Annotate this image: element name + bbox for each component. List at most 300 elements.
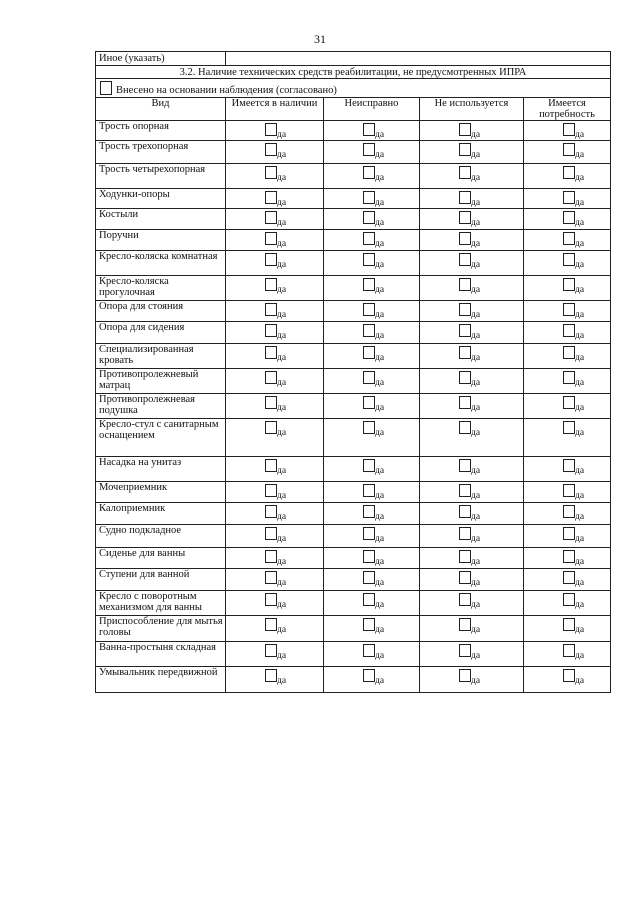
checkbox-available[interactable]: [265, 396, 277, 409]
cell-unused: [420, 164, 524, 189]
checkbox-available[interactable]: [265, 211, 277, 224]
table-row: [96, 121, 611, 141]
yes-label: да: [277, 353, 287, 363]
checkbox-available[interactable]: [265, 346, 277, 359]
item-name: Кресло с поворотным механизмом для ванны: [96, 591, 226, 616]
checkbox-unused[interactable]: [459, 505, 471, 518]
cell-available: [226, 121, 324, 141]
item-name: Приспособление для мытья головы: [96, 616, 226, 642]
cell-need: [524, 457, 611, 482]
checkbox-need[interactable]: [563, 505, 575, 518]
checkbox-faulty[interactable]: [363, 166, 375, 179]
table-row: [96, 394, 611, 419]
checkbox-available[interactable]: [265, 371, 277, 384]
cell-unused: [420, 276, 524, 301]
checkbox-available[interactable]: [265, 550, 277, 563]
section-title: 3.2. Наличие технических средств реабилитации, не предусмотренных ИПРА: [96, 66, 611, 79]
checkbox-unused[interactable]: [459, 346, 471, 359]
cell-available: [226, 482, 324, 503]
cell-unused: [420, 301, 524, 322]
cell-unused: [420, 394, 524, 419]
checkbox-available[interactable]: [265, 232, 277, 245]
yes-label: да: [471, 310, 481, 320]
checkbox-unused[interactable]: [459, 232, 471, 245]
cell-need: [524, 548, 611, 569]
item-name: Поручни: [96, 230, 226, 251]
checkbox-faulty[interactable]: [363, 371, 375, 384]
checkbox-need[interactable]: [563, 421, 575, 434]
yes-label: да: [575, 625, 585, 635]
yes-label: да: [575, 651, 585, 661]
cell-unused: [420, 121, 524, 141]
cell-faulty: [324, 230, 420, 251]
yes-label: да: [575, 331, 585, 341]
checkbox-unused[interactable]: [459, 593, 471, 606]
yes-label: да: [375, 625, 385, 635]
checkbox-faulty[interactable]: [363, 303, 375, 316]
checkbox-available[interactable]: [265, 278, 277, 291]
yes-label: да: [277, 512, 287, 522]
cell-available: [226, 209, 324, 230]
checkbox-unused[interactable]: [459, 166, 471, 179]
item-name: Ходунки-опоры: [96, 189, 226, 209]
yes-label: да: [375, 403, 385, 413]
yes-label: да: [575, 218, 585, 228]
yes-label: да: [375, 198, 385, 208]
checkbox-need[interactable]: [563, 669, 575, 682]
cell-need: [524, 591, 611, 616]
yes-label: да: [471, 428, 481, 438]
cell-need: [524, 209, 611, 230]
column-header-type: Вид: [96, 98, 226, 121]
checkbox-available[interactable]: [265, 644, 277, 657]
cell-available: [226, 164, 324, 189]
yes-label: да: [575, 260, 585, 270]
checkbox-need[interactable]: [563, 371, 575, 384]
checkbox-unused[interactable]: [459, 669, 471, 682]
checkbox-unused[interactable]: [459, 123, 471, 136]
cell-faulty: [324, 525, 420, 548]
basis-cell: [96, 79, 611, 98]
checkbox-available[interactable]: [265, 505, 277, 518]
cell-need: [524, 251, 611, 276]
cell-unused: [420, 322, 524, 344]
checkbox-faulty[interactable]: [363, 593, 375, 606]
yes-label: да: [375, 130, 385, 140]
yes-label: да: [471, 285, 481, 295]
yes-label: да: [277, 600, 287, 610]
checkbox-need[interactable]: [563, 211, 575, 224]
cell-faulty: [324, 616, 420, 642]
yes-label: да: [575, 285, 585, 295]
item-name: Мочеприемник: [96, 482, 226, 503]
cell-unused: [420, 667, 524, 693]
yes-label: да: [375, 512, 385, 522]
yes-label: да: [471, 534, 481, 544]
cell-need: [524, 230, 611, 251]
yes-label: да: [277, 331, 287, 341]
yes-label: да: [471, 239, 481, 249]
table-row: [96, 667, 611, 693]
checkbox-faulty[interactable]: [363, 421, 375, 434]
yes-label: да: [471, 625, 481, 635]
yes-label: да: [277, 378, 287, 388]
checkbox-need[interactable]: [563, 253, 575, 266]
yes-label: да: [277, 491, 287, 501]
checkbox-need[interactable]: [563, 123, 575, 136]
yes-label: да: [277, 198, 287, 208]
cell-need: [524, 344, 611, 369]
cell-available: [226, 322, 324, 344]
checkbox-faulty[interactable]: [363, 278, 375, 291]
yes-label: да: [575, 676, 585, 686]
checkbox-unused[interactable]: [459, 324, 471, 337]
checkbox-available[interactable]: [265, 459, 277, 472]
checkbox-unused[interactable]: [459, 211, 471, 224]
yes-label: да: [277, 534, 287, 544]
checkbox-faulty[interactable]: [363, 669, 375, 682]
cell-available: [226, 591, 324, 616]
cell-faulty: [324, 394, 420, 419]
checkbox-need[interactable]: [563, 618, 575, 631]
checkbox-available[interactable]: [265, 303, 277, 316]
cell-faulty: [324, 591, 420, 616]
checkbox-need[interactable]: [563, 143, 575, 156]
checkbox-available[interactable]: [265, 484, 277, 497]
checkbox-unused[interactable]: [459, 527, 471, 540]
yes-label: да: [471, 578, 481, 588]
cell-available: [226, 251, 324, 276]
yes-label: да: [277, 173, 287, 183]
cell-faulty: [324, 457, 420, 482]
checkbox-faulty[interactable]: [363, 346, 375, 359]
yes-label: да: [375, 331, 385, 341]
cell-faulty: [324, 667, 420, 693]
checkbox-faulty[interactable]: [363, 324, 375, 337]
yes-label: да: [575, 378, 585, 388]
yes-label: да: [375, 578, 385, 588]
yes-label: да: [277, 676, 287, 686]
checkbox-need[interactable]: [563, 459, 575, 472]
cell-unused: [420, 419, 524, 457]
item-name: Специализированная кровать: [96, 344, 226, 369]
cell-need: [524, 189, 611, 209]
table-row: [96, 591, 611, 616]
yes-label: да: [471, 331, 481, 341]
cell-faulty: [324, 419, 420, 457]
cell-unused: [420, 548, 524, 569]
cell-faulty: [324, 301, 420, 322]
yes-label: да: [375, 378, 385, 388]
checkbox-faulty[interactable]: [363, 484, 375, 497]
cell-available: [226, 276, 324, 301]
table-row: [96, 189, 611, 209]
cell-available: [226, 141, 324, 164]
checkbox-faulty[interactable]: [363, 527, 375, 540]
checkbox-need[interactable]: [563, 571, 575, 584]
cell-faulty: [324, 121, 420, 141]
yes-label: да: [575, 173, 585, 183]
column-header-faulty: Неисправно: [324, 98, 420, 121]
checkbox-need[interactable]: [563, 593, 575, 606]
yes-label: да: [575, 512, 585, 522]
cell-unused: [420, 189, 524, 209]
table-row: [96, 369, 611, 394]
basis-label: Внесено на основании наблюдения (согласовано): [116, 85, 337, 96]
checkbox-available[interactable]: [265, 421, 277, 434]
yes-label: да: [375, 534, 385, 544]
checkbox-unused[interactable]: [459, 143, 471, 156]
checkbox-unused[interactable]: [459, 191, 471, 204]
checkbox-available[interactable]: [265, 571, 277, 584]
checkbox-need[interactable]: [563, 166, 575, 179]
yes-label: да: [575, 600, 585, 610]
checkbox-faulty[interactable]: [363, 143, 375, 156]
yes-label: да: [575, 130, 585, 140]
cell-unused: [420, 230, 524, 251]
item-name: Насадка на унитаз: [96, 457, 226, 482]
checkbox-need[interactable]: [563, 396, 575, 409]
yes-label: да: [575, 150, 585, 160]
yes-label: да: [575, 428, 585, 438]
checkbox-need[interactable]: [563, 324, 575, 337]
item-name: Противопролежневый матрац: [96, 369, 226, 394]
yes-label: да: [575, 353, 585, 363]
item-name: Кресло-коляска прогулочная: [96, 276, 226, 301]
checkbox-faulty[interactable]: [363, 396, 375, 409]
basis-checkbox[interactable]: [100, 81, 112, 95]
checkbox-unused[interactable]: [459, 571, 471, 584]
checkbox-faulty[interactable]: [363, 211, 375, 224]
yes-label: да: [471, 651, 481, 661]
cell-need: [524, 667, 611, 693]
yes-label: да: [471, 403, 481, 413]
checkbox-need[interactable]: [563, 644, 575, 657]
yes-label: да: [575, 198, 585, 208]
other-value-field[interactable]: [226, 52, 611, 66]
cell-unused: [420, 344, 524, 369]
yes-label: да: [575, 557, 585, 567]
yes-label: да: [575, 239, 585, 249]
item-name: Трость четырехопорная: [96, 164, 226, 189]
checkbox-need[interactable]: [563, 278, 575, 291]
yes-label: да: [375, 310, 385, 320]
yes-label: да: [375, 600, 385, 610]
checkbox-available[interactable]: [265, 123, 277, 136]
checkbox-unused[interactable]: [459, 644, 471, 657]
rehab-equipment-table: [95, 51, 611, 693]
checkbox-available[interactable]: [265, 191, 277, 204]
yes-label: да: [471, 676, 481, 686]
checkbox-need[interactable]: [563, 191, 575, 204]
checkbox-unused[interactable]: [459, 421, 471, 434]
checkbox-need[interactable]: [563, 527, 575, 540]
yes-label: да: [471, 218, 481, 228]
yes-label: да: [375, 173, 385, 183]
cell-need: [524, 642, 611, 667]
header-row: [96, 98, 611, 121]
item-name: Калоприемник: [96, 503, 226, 525]
yes-label: да: [471, 557, 481, 567]
checkbox-faulty[interactable]: [363, 123, 375, 136]
table-row: [96, 230, 611, 251]
yes-label: да: [471, 198, 481, 208]
yes-label: да: [575, 534, 585, 544]
yes-label: да: [471, 130, 481, 140]
yes-label: да: [471, 260, 481, 270]
yes-label: да: [375, 285, 385, 295]
cell-available: [226, 230, 324, 251]
table-row: [96, 642, 611, 667]
checkbox-need[interactable]: [563, 550, 575, 563]
yes-label: да: [277, 557, 287, 567]
cell-unused: [420, 482, 524, 503]
checkbox-available[interactable]: [265, 593, 277, 606]
cell-faulty: [324, 322, 420, 344]
cell-unused: [420, 369, 524, 394]
checkbox-faulty[interactable]: [363, 191, 375, 204]
yes-label: да: [375, 676, 385, 686]
cell-faulty: [324, 482, 420, 503]
checkbox-available[interactable]: [265, 253, 277, 266]
yes-label: да: [471, 378, 481, 388]
other-row: [96, 52, 611, 66]
checkbox-faulty[interactable]: [363, 644, 375, 657]
cell-available: [226, 503, 324, 525]
cell-available: [226, 394, 324, 419]
yes-label: да: [277, 285, 287, 295]
checkbox-unused[interactable]: [459, 618, 471, 631]
checkbox-faulty[interactable]: [363, 618, 375, 631]
table-row: [96, 569, 611, 591]
table-row: [96, 141, 611, 164]
checkbox-need[interactable]: [563, 303, 575, 316]
other-label: Иное (указать): [96, 52, 226, 66]
yes-label: да: [277, 625, 287, 635]
checkbox-unused[interactable]: [459, 459, 471, 472]
checkbox-need[interactable]: [563, 346, 575, 359]
yes-label: да: [575, 403, 585, 413]
cell-available: [226, 667, 324, 693]
table-row: [96, 276, 611, 301]
cell-available: [226, 548, 324, 569]
checkbox-unused[interactable]: [459, 396, 471, 409]
yes-label: да: [375, 491, 385, 501]
checkbox-faulty[interactable]: [363, 571, 375, 584]
checkbox-faulty[interactable]: [363, 253, 375, 266]
cell-available: [226, 369, 324, 394]
cell-need: [524, 164, 611, 189]
cell-available: [226, 525, 324, 548]
checkbox-available[interactable]: [265, 669, 277, 682]
item-name: Костыли: [96, 209, 226, 230]
yes-label: да: [575, 578, 585, 588]
page-number: 31: [314, 32, 326, 46]
table-row: [96, 482, 611, 503]
checkbox-faulty[interactable]: [363, 459, 375, 472]
checkbox-available[interactable]: [265, 143, 277, 156]
checkbox-unused[interactable]: [459, 278, 471, 291]
checkbox-available[interactable]: [265, 324, 277, 337]
cell-faulty: [324, 548, 420, 569]
cell-need: [524, 616, 611, 642]
checkbox-unused[interactable]: [459, 484, 471, 497]
yes-label: да: [277, 578, 287, 588]
checkbox-available[interactable]: [265, 166, 277, 179]
cell-unused: [420, 525, 524, 548]
cell-unused: [420, 251, 524, 276]
yes-label: да: [277, 150, 287, 160]
table-row: [96, 209, 611, 230]
yes-label: да: [575, 491, 585, 501]
item-name: Судно подкладное: [96, 525, 226, 548]
cell-faulty: [324, 569, 420, 591]
cell-faulty: [324, 164, 420, 189]
cell-unused: [420, 591, 524, 616]
cell-need: [524, 525, 611, 548]
cell-faulty: [324, 642, 420, 667]
cell-unused: [420, 457, 524, 482]
yes-label: да: [277, 130, 287, 140]
checkbox-faulty[interactable]: [363, 232, 375, 245]
cell-need: [524, 569, 611, 591]
checkbox-faulty[interactable]: [363, 550, 375, 563]
cell-unused: [420, 642, 524, 667]
item-name: Трость опорная: [96, 121, 226, 141]
cell-unused: [420, 616, 524, 642]
cell-need: [524, 482, 611, 503]
checkbox-faulty[interactable]: [363, 505, 375, 518]
checkbox-need[interactable]: [563, 484, 575, 497]
checkbox-unused[interactable]: [459, 253, 471, 266]
yes-label: да: [277, 651, 287, 661]
item-name: Ванна-простыня складная: [96, 642, 226, 667]
yes-label: да: [277, 466, 287, 476]
cell-faulty: [324, 503, 420, 525]
yes-label: да: [375, 239, 385, 249]
cell-available: [226, 457, 324, 482]
checkbox-unused[interactable]: [459, 371, 471, 384]
table-row: [96, 344, 611, 369]
checkbox-need[interactable]: [563, 232, 575, 245]
yes-label: да: [375, 150, 385, 160]
cell-need: [524, 503, 611, 525]
item-name: Опора для сидения: [96, 322, 226, 344]
cell-unused: [420, 209, 524, 230]
yes-label: да: [471, 491, 481, 501]
checkbox-unused[interactable]: [459, 303, 471, 316]
cell-need: [524, 419, 611, 457]
cell-faulty: [324, 276, 420, 301]
basis-row: [96, 79, 611, 98]
yes-label: да: [471, 466, 481, 476]
cell-need: [524, 369, 611, 394]
checkbox-unused[interactable]: [459, 550, 471, 563]
table-row: [96, 322, 611, 344]
yes-label: да: [375, 651, 385, 661]
column-header-available: Имеется в наличии: [226, 98, 324, 121]
section-title-row: [96, 66, 611, 79]
yes-label: да: [471, 600, 481, 610]
item-name: Умывальник передвижной: [96, 667, 226, 693]
yes-label: да: [471, 512, 481, 522]
checkbox-available[interactable]: [265, 527, 277, 540]
yes-label: да: [277, 260, 287, 270]
checkbox-available[interactable]: [265, 618, 277, 631]
cell-available: [226, 569, 324, 591]
item-name: Опора для стояния: [96, 301, 226, 322]
cell-faulty: [324, 251, 420, 276]
